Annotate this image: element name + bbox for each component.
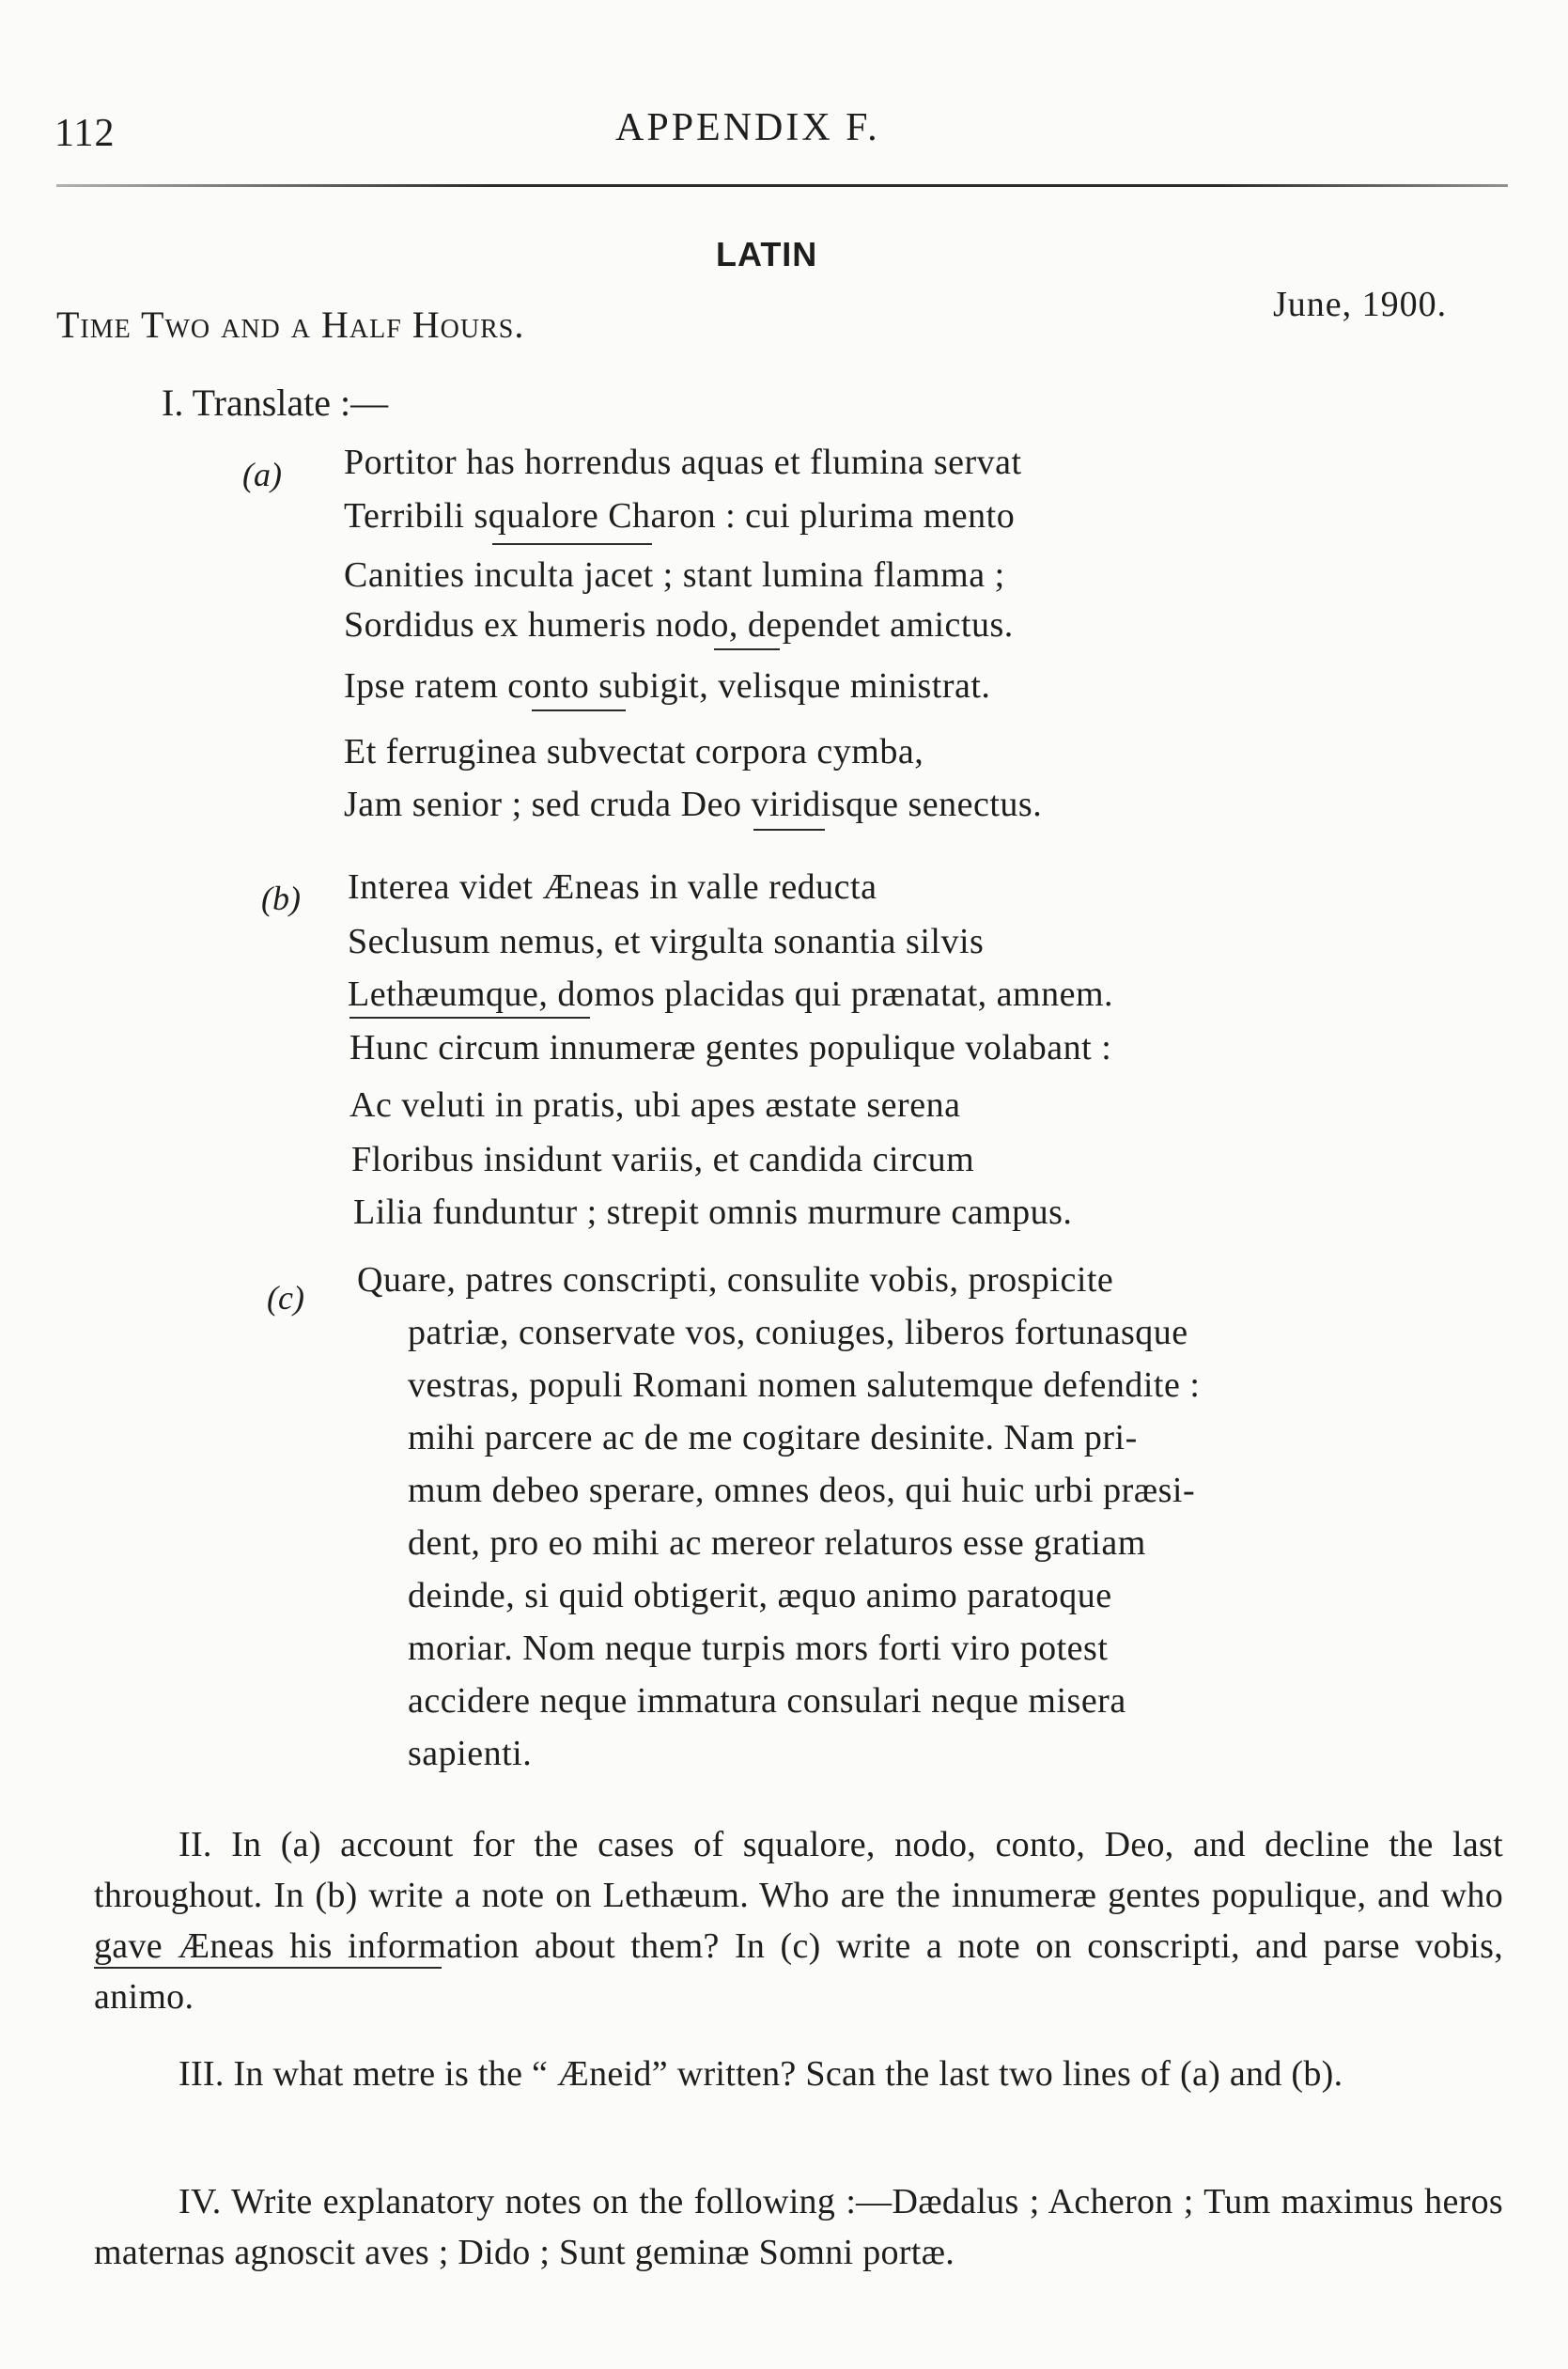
prose-line: sapienti. — [408, 1734, 533, 1773]
header-rule — [56, 184, 1508, 187]
verse-line: Sordidus ex humeris nodo, dependet amictus. — [344, 605, 1014, 645]
verse-line: Floribus insidunt variis, et candida circum — [351, 1140, 975, 1179]
subject-title: LATIN — [716, 235, 818, 273]
prose-line: patriæ, conservate vos, coniuges, liberos fortunasque — [408, 1313, 1188, 1352]
question-3: III. In what metre is the “ Æneid” written? Scan the last two lines of (a) and (b). — [179, 2054, 1343, 2094]
prose-line: accidere neque immatura consulari neque misera — [408, 1681, 1126, 1721]
verse-line: Lilia funduntur ; strepit omnis murmure campus. — [353, 1192, 1073, 1232]
page-number: 112 — [54, 112, 116, 155]
underline-lethaeumque — [349, 1017, 590, 1019]
part-a-label: (a) — [242, 456, 282, 493]
question-4: IV. Write explanatory notes on the following :—Dædalus ; Acheron ; Tum maximus heros maternas agnoscit aves ; Dido ; Sunt geminæ Somni portæ. — [94, 2182, 1503, 2272]
prose-line: moriar. Nom neque turpis mors forti viro potest — [408, 1629, 1109, 1668]
verse-line: Interea videt Æneas in valle reducta — [348, 867, 877, 907]
verse-line: Et ferruginea subvectat corpora cymba, — [344, 732, 924, 771]
running-head: APPENDIX F. — [615, 106, 880, 149]
question-1-instruction: I. Translate :— — [162, 382, 389, 424]
prose-line: Quare, patres conscripti, consulite vobis, prospicite — [357, 1260, 1114, 1300]
prose-line: deinde, si quid obtigerit, æquo animo paratoque — [408, 1576, 1112, 1615]
prose-line: mihi parcere ac de me cogitare desinite. Nam pri- — [408, 1418, 1138, 1457]
time-allowed: Time Two and a Half Hours. — [56, 304, 525, 346]
verse-line: Terribili squalore Charon : cui plurima mento — [344, 496, 1016, 536]
verse-line: Hunc circum innumeræ gentes populique volabant : — [349, 1028, 1112, 1068]
prose-line: mum debeo sperare, omnes deos, qui huic urbi præsi- — [408, 1471, 1196, 1510]
prose-line: dent, pro eo mihi ac mereor relaturos esse gratiam — [408, 1523, 1146, 1563]
verse-line: Ac veluti in pratis, ubi apes æstate serena — [349, 1085, 961, 1125]
verse-line: Ipse ratem conto subigit, velisque ministrat. — [344, 666, 991, 706]
part-b-label: (b) — [261, 880, 301, 917]
exam-date: June, 1900. — [1273, 285, 1448, 324]
underline-deo — [753, 829, 825, 831]
underline-innumerae-gentes — [94, 1967, 442, 1969]
verse-line: Jam senior ; sed cruda Deo viridisque senectus. — [344, 785, 1043, 824]
verse-line: Seclusum nemus, et virgulta sonantia silvis — [348, 922, 985, 961]
verse-line: Canities inculta jacet ; stant lumina flamma ; — [344, 555, 1005, 595]
verse-line: Portitor has horrendus aquas et flumina servat — [344, 443, 1022, 482]
underline-squalore — [492, 543, 652, 545]
underline-conto — [532, 709, 626, 711]
part-c-label: (c) — [267, 1279, 304, 1317]
verse-line: Lethæumque, domos placidas qui prænatat, amnem. — [348, 974, 1114, 1014]
question-2: II. In (a) account for the cases of squalore, nodo, conto, Deo, and decline the last throughout. In (b) write a note on Lethæum. Who are the innumeræ gentes populique, and who gave Æneas his information about them? In (c) write a note on conscripti, and parse vobis, animo. — [94, 1825, 1503, 2017]
underline-nodo — [714, 648, 780, 650]
prose-line: vestras, populi Romani nomen salutemque defendite : — [408, 1365, 1201, 1405]
